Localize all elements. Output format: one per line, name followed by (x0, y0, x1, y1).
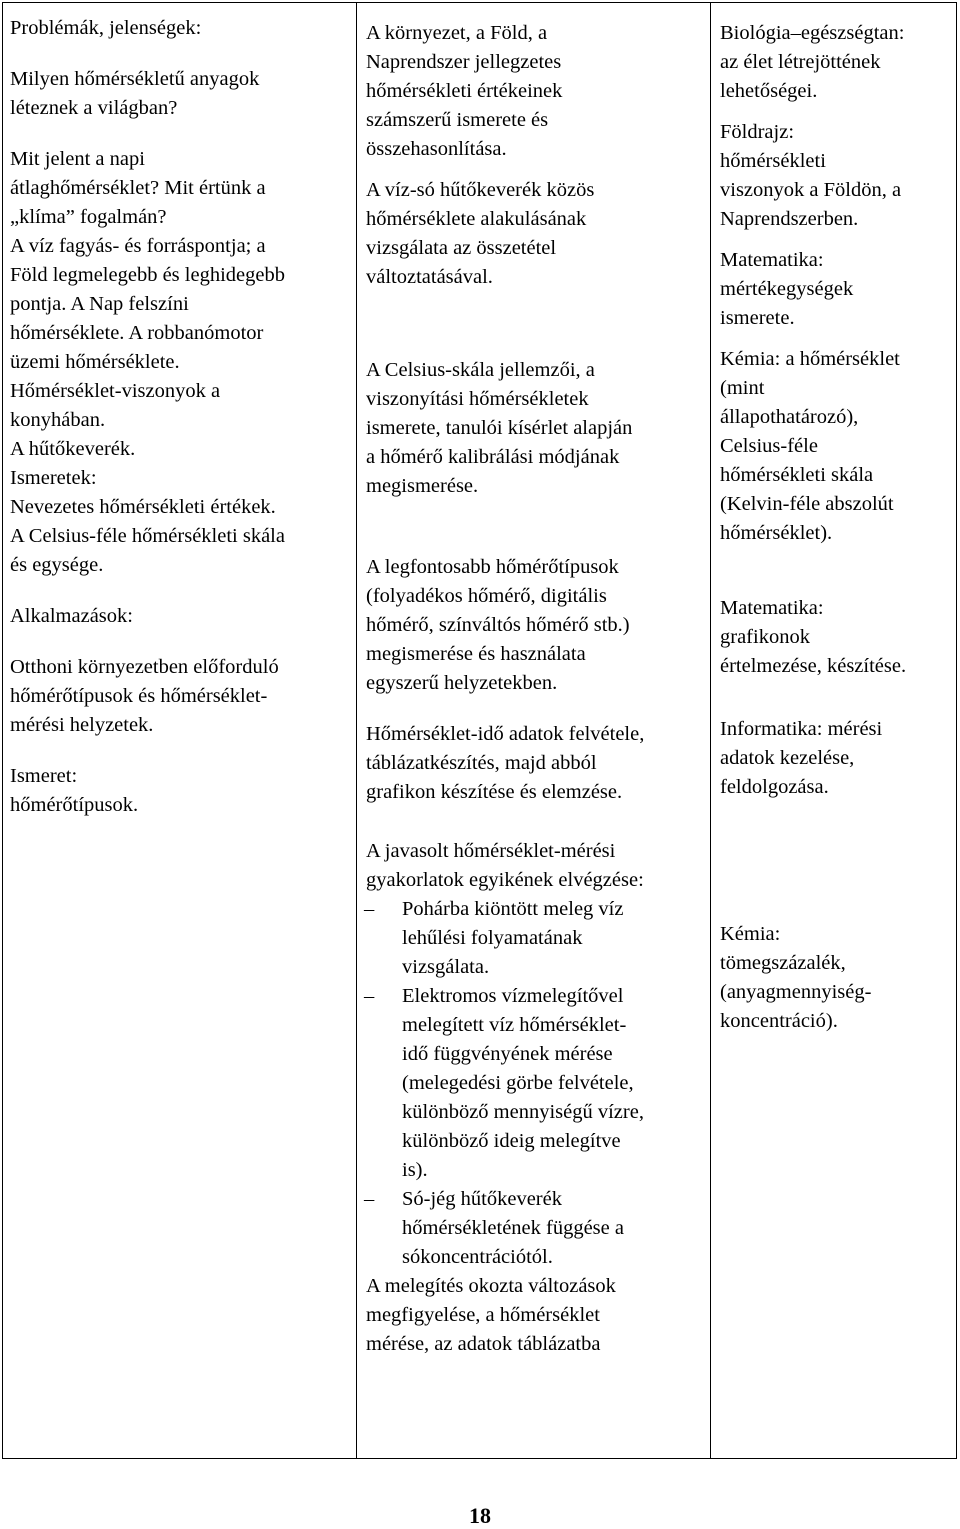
list-item (366, 1185, 706, 1272)
activity-line: számszerű ismerete és (366, 109, 549, 131)
list-item (366, 982, 706, 1185)
column-activities (366, 19, 706, 1359)
connection-line: feldolgozása. (720, 776, 829, 798)
dash-bullet: – (364, 1188, 375, 1210)
list-item-line: idő függvényének mérése (402, 1043, 613, 1065)
problems-line: Mit jelent a napi (10, 148, 145, 170)
list-item-line: is). (402, 1159, 428, 1181)
knowledge-line: Ismeret: (10, 765, 78, 787)
connection-line: koncentráció). (720, 1010, 838, 1032)
activity-line: gyakorlatok egyikének elvégzése: (366, 869, 644, 891)
column-connections (720, 19, 956, 1036)
connection-line: viszonyok a Földön, a (720, 179, 902, 201)
applications-line: mérési helyzetek. (10, 714, 154, 736)
activity-line: megfigyelése, a hőmérséklet (366, 1304, 600, 1326)
list-item-line: lehűlési folyamatának (402, 927, 583, 949)
activity-line: ismerete, tanulói kísérlet alapján (366, 417, 633, 439)
activity-line: A környezet, a Föld, a (366, 22, 548, 44)
activity-line: Naprendszer jellegzetes (366, 51, 562, 73)
problems-line: A Celsius-féle hőmérsékleti skála (10, 525, 285, 547)
list-item-line: vizsgálata. (402, 956, 490, 978)
problems-line: és egysége. (10, 554, 104, 576)
connection-line: Matematika: (720, 597, 824, 619)
activity-line: A legfontosabb hőmérőtípusok (366, 556, 619, 578)
activity-line: grafikon készítése és elemzése. (366, 781, 623, 803)
activity-line: A melegítés okozta változások (366, 1275, 616, 1297)
connection-line: Kémia: a hőmérséklet (720, 348, 900, 370)
applications-line: Otthoni környezetben előforduló (10, 656, 279, 678)
activity-line: hőmérsékleti értékeinek (366, 80, 563, 102)
connection-line: állapothatározó), (720, 406, 859, 428)
problems-line: pontja. A Nap felszíni (10, 293, 189, 315)
activity-line: egyszerű helyzetekben. (366, 672, 558, 694)
problems-line: A hűtőkeverék. (10, 438, 136, 460)
connection-line: (anyagmennyiség- (720, 981, 872, 1003)
column-divider (356, 3, 357, 1458)
activity-line: A víz-só hűtőkeverék közös (366, 179, 595, 201)
knowledge-line: hőmérőtípusok. (10, 794, 139, 816)
connection-line: Informatika: mérési (720, 718, 883, 740)
activity-line: mérése, az adatok táblázatba (366, 1333, 601, 1355)
page-number: 18 (469, 1503, 491, 1528)
connection-line: grafikonok (720, 626, 810, 648)
list-item-line: sókoncentrációtól. (402, 1246, 553, 1268)
column-divider (710, 3, 711, 1458)
activity-line: megismerése. (366, 475, 479, 497)
activity-line: A Celsius-skála jellemzői, a (366, 359, 595, 381)
activity-line: hőmérő, színváltós hőmérő stb.) (366, 614, 630, 636)
connection-line: Földrajz: (720, 121, 795, 143)
list-item-line: különböző mennyiségű vízre, (402, 1101, 644, 1123)
connection-line: (mint (720, 377, 765, 399)
connection-line: hőmérséklet). (720, 522, 833, 544)
problems-line: Föld legmelegebb és leghidegebb (10, 264, 285, 286)
activity-line: vizsgálata az összetétel (366, 237, 557, 259)
connection-line: tömegszázalék, (720, 952, 846, 974)
connection-line: értelmezése, készítése. (720, 655, 907, 677)
problems-line: léteznek a világban? (10, 97, 178, 119)
activity-line: összehasonlítása. (366, 138, 507, 160)
dash-bullet: – (364, 985, 375, 1007)
list-item-line: (melegedési görbe felvétele, (402, 1072, 634, 1094)
activity-line: Hőmérséklet-idő adatok felvétele, (366, 723, 645, 745)
connection-line: Biológia–egészségtan: (720, 22, 905, 44)
connection-line: hőmérsékleti skála (720, 464, 874, 486)
activity-line: hőmérséklete alakulásának (366, 208, 587, 230)
applications-heading: Alkalmazások: (10, 605, 133, 627)
list-item-line: hőmérsékletének függése a (402, 1217, 624, 1239)
problems-heading: Problémák, jelenségek: (10, 17, 202, 39)
problems-line: hőmérséklete. A robbanómotor (10, 322, 264, 344)
connection-line: mértékegységek (720, 278, 854, 300)
applications-line: hőmérőtípusok és hőmérséklet- (10, 685, 268, 707)
connection-line: Naprendszerben. (720, 208, 859, 230)
activity-line: (folyadékos hőmérő, digitális (366, 585, 607, 607)
activity-line: táblázatkészítés, majd abból (366, 752, 597, 774)
problems-line: Ismeretek: (10, 467, 97, 489)
problems-line: átlaghőmérséklet? Mit értünk a (10, 177, 266, 199)
connection-line: Celsius-féle (720, 435, 818, 457)
connection-line: Kémia: (720, 923, 781, 945)
activity-line: a hőmérő kalibrálási módjának (366, 446, 620, 468)
problems-line: „klíma” fogalmán? (10, 206, 167, 228)
column-problems (10, 14, 350, 820)
problems-line: konyhában. (10, 409, 106, 431)
connection-line: lehetőségei. (720, 80, 818, 102)
activity-line: viszonyítási hőmérsékletek (366, 388, 589, 410)
problems-line: üzemi hőmérséklete. (10, 351, 180, 373)
list-item-line: Só-jég hűtőkeverék (402, 1188, 562, 1210)
problems-line: Hőmérséklet-viszonyok a (10, 380, 221, 402)
list-item-line: Pohárba kiöntött meleg víz (402, 898, 624, 920)
activity-line: változtatásával. (366, 266, 493, 288)
connection-line: adatok kezelése, (720, 747, 855, 769)
list-item (366, 895, 706, 982)
problems-line: Nevezetes hőmérsékleti értékek. (10, 496, 276, 518)
connection-line: (Kelvin-féle abszolút (720, 493, 894, 515)
list-item-line: melegített víz hőmérséklet- (402, 1014, 627, 1036)
problems-line: Milyen hőmérsékletű anyagok (10, 68, 260, 90)
problems-line: A víz fagyás- és forráspontja; a (10, 235, 266, 257)
activity-line: A javasolt hőmérséklet-mérési (366, 840, 616, 862)
connection-line: Matematika: (720, 249, 824, 271)
activity-line: megismerése és használata (366, 643, 586, 665)
list-item-line: különböző ideig melegítve (402, 1130, 621, 1152)
connection-line: ismerete. (720, 307, 795, 329)
connection-line: hőmérsékleti (720, 150, 826, 172)
connection-line: az élet létrejöttének (720, 51, 881, 73)
dash-bullet: – (364, 898, 375, 920)
list-item-line: Elektromos vízmelegítővel (402, 985, 624, 1007)
